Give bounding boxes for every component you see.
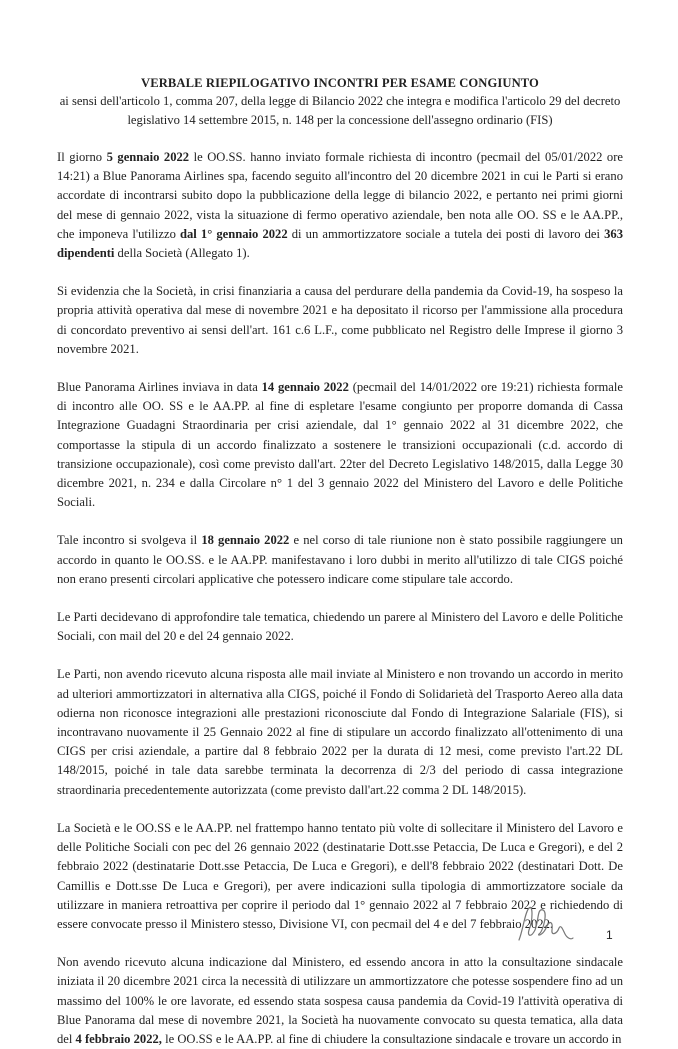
paragraph-2: Si evidenzia che la Società, in crisi finanziaria a causa del perdurare della pandemia da Covid-19, ha sospeso la propria attività operativa dal mese di novembre 2021 e ha depositato il ricorso per l'ammissione alla procedura di concordato preventivo ai sensi dell'art. 161 c.6 L.F., come pubblicato nel Registro delle Imprese il giorno 3 novembre 2021.	[57, 284, 623, 356]
document-subtitle-line1: ai sensi dell'articolo 1, comma 207, della legge di Bilancio 2022 che integra e modifica l'articolo 29 del decreto	[59, 94, 621, 108]
document-subtitle-line2: legislativo 14 settembre 2015, n. 148 per la concessione dell'assegno ordinario (FIS)	[127, 112, 553, 127]
document-title: VERBALE RIEPILOGATIVO INCONTRI PER ESAME CONGIUNTO	[141, 76, 539, 90]
paragraph-8: Non avendo ricevuto alcuna indicazione dal Ministero, ed essendo ancora in atto la consultazione sindacale iniziata il 20 dicembre 2021 circa la necessità di utilizzare un ammortizzatore che potesse sospendere fino ad un massimo del 100% le ore lavorate, ed essendo stata sospesa causa pandemia da Covid-19 l'attività operativa di Blue Panorama dal mese di novembre 2021, la Società ha nuovamente convocato su questa tematica, alla data del 4 febbraio 2022, le OO.SS e le AA.PP. al fine di chiudere la consultazione sindacale e trovare un accordo in	[57, 955, 623, 1046]
paragraph-3: Blue Panorama Airlines inviava in data 14 gennaio 2022 (pecmail del 14/01/2022 ore 19:21) richiesta formale di incontro alle OO. SS e le AA.PP. al fine di espletare l'esame congiunto per proporre domanda di Cassa Integrazione Guadagni Straordinaria per crisi aziendale, dal 1° gennaio 2022 al 31 dicembre 2022, che comportasse la stipula di un accordo finalizzato a sostenere le transizioni occupazionali (c.d. accordo di transizione occupazionale), così come previsto dall'art. 22ter del Decreto Legislativo 148/2015, dalla Legge 30 dicembre 2021, n. 234 e dalla Circolare n° 1 del 3 gennaio 2022 del Ministero del Lavoro e delle Politiche Sociali.	[57, 380, 623, 510]
page-number: 1	[606, 928, 613, 942]
paragraph-7: La Società e le OO.SS e le AA.PP. nel frattempo hanno tentato più volte di sollecitare il Ministero del Lavoro e delle Politiche Sociali con pec del 26 gennaio 2022 (destinatarie Dott.sse Petaccia, De Luca e Gregori), e del 2 febbraio 2022 (destinatarie Dott.sse Petaccia, De Luca e Gregori), e dell'8 febbraio 2022 (destinatari Dott. De Camillis e Dott.sse De Luca e Gregori), per avere indicazioni sulla tipologia di ammortizzatore sociale da utilizzare in maniera retroattiva per coprire il periodo dal 1° gennaio 2022 al 7 febbraio 2022 e richiedendo di essere convocate presso il Ministero stesso, Divisione VI, con pecmail del 4 e del 7 febbraio 2022.	[57, 820, 623, 931]
paragraph-4: Tale incontro si svolgeva il 18 gennaio 2022 e nel corso di tale riunione non è stato possibile raggiungere un accordo in quanto le OO.SS. e le AA.PP. manifestavano i loro dubbi in merito all'utilizzo di tale CIGS poiché non erano presenti circolari applicative che potessero indicare come stipulare tale accordo.	[57, 533, 623, 586]
paragraph-1: Il giorno 5 gennaio 2022 le OO.SS. hanno inviato formale richiesta di incontro (pecmail del 05/01/2022 ore 14:21) a Blue Panorama Airlines spa, facendo seguito all'incontro del 20 dicembre 2021 in cui le Parti si erano accordate di incontrarsi subito dopo la pubblicazione della legge di bilancio 2022, e pertanto nei primi giorni del mese di gennaio 2022, vista la situazione di fermo operativo aziendale, ben nota alle OO. SS e le AA.PP., che imponeva l'utilizzo dal 1° gennaio 2022 di un ammortizzatore sociale a tutela dei posti di lavoro dei 363 dipendenti della Società (Allegato 1).	[57, 150, 623, 261]
paragraph-6: Le Parti, non avendo ricevuto alcuna risposta alle mail inviate al Ministero e non trovando un accordo in merito ad ulteriori ammortizzatori in alternativa alla CIGS, poiché il Fondo di Solidarietà del Trasporto Aereo alla data odierna non riconosce integrazioni alle prestazioni riconosciute dal Fondo di Integrazione Salariale (FIS), si incontravano nuovamente il 25 Gennaio 2022 al fine di stipulare un accordo finalizzato all'ottenimento di una CIGS per crisi aziendale, a partire dal 8 febbraio 2022 per la durata di 12 mesi, come previsto l'art.22 DL 148/2015, poiché in tale data sarebbe terminata la decorrenza di 2/3 del periodo di cassa integrazione straordinaria precedentemente autorizzata (come previsto dall'art.22 comma 2 DL 148/2015).	[57, 667, 623, 797]
signature-icon	[515, 900, 575, 945]
paragraph-5: Le Parti decidevano di approfondire tale tematica, chiedendo un parere al Ministero del Lavoro e delle Politiche Sociali, con mail del 20 e del 24 gennaio 2022.	[57, 610, 623, 644]
